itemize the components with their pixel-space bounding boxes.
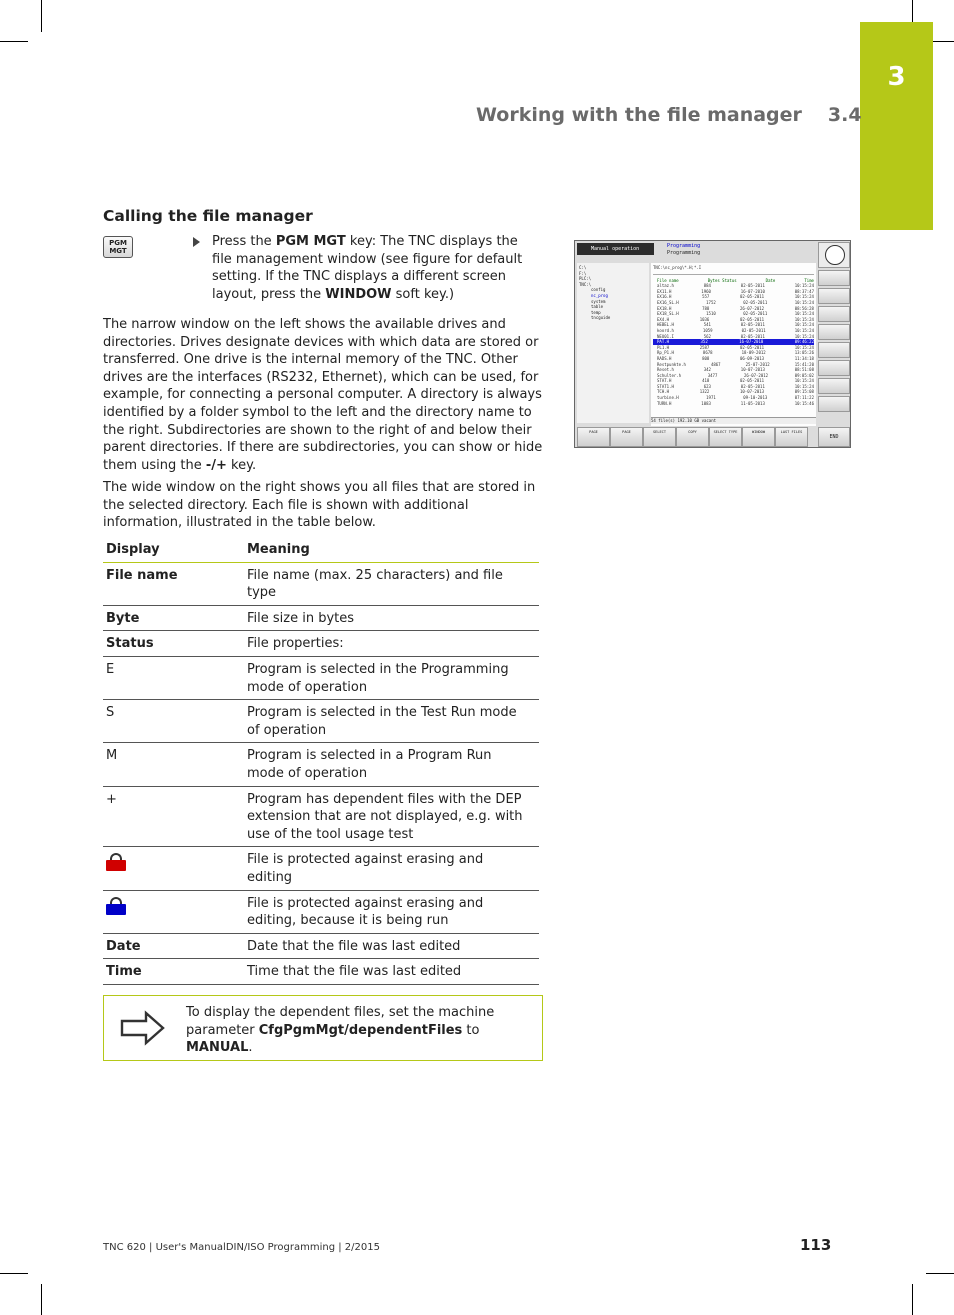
instruction-step: Press the PGM MGT key: The TNC displays the file management window (see figure for default setting. If the TNC displays a different screen layout, press the WINDOW soft key.) (193, 233, 528, 303)
file-row: koord.h 1059 02-05-2011 10:15:24 (657, 327, 814, 333)
softkey-select: SELECT (643, 427, 676, 447)
key-name: PGM MGT (275, 234, 346, 249)
softkey-right (818, 396, 850, 412)
table-row: File is protected against erasing and editing (103, 847, 539, 890)
arrow-right-icon (120, 1010, 166, 1046)
directory-tree (577, 263, 649, 423)
tree-item: C:\ (579, 265, 587, 270)
softkey-end: END (818, 427, 850, 447)
table-row: S Program is selected in the Test Run mode of operation (103, 700, 539, 743)
crop-mark (926, 1273, 954, 1274)
softkey-window: WINDOW (742, 427, 775, 447)
file-row: TURN.H 1083 11-05-2013 10:15:46 (657, 400, 814, 406)
note-box (103, 995, 543, 1061)
file-row: RADS.H 808 06-09-2013 11:34:18 (657, 355, 814, 361)
table-row: File is protected against erasing and editing, because it is being run (103, 891, 539, 934)
tree-item: PLC:\ (579, 276, 592, 282)
tree-item: table (591, 304, 604, 310)
softkey-right (818, 342, 850, 358)
file-row: PL1.H 2587 02-05-2011 10:15:24 (657, 344, 814, 350)
tree-item: nc_prog (591, 292, 608, 298)
display-meaning-table (103, 537, 539, 985)
current-path: TNC:\nc_prog\*.H;*.I (653, 265, 814, 275)
crop-mark (912, 1284, 913, 1315)
softkey-last-files: LAST FILES (775, 427, 808, 447)
file-row: EX18.H 788 26-07-2012 08:56:28 (657, 305, 814, 311)
paragraph-files: The wide window on the right shows you all files that are stored in the selected directory. Each file is shown with additional information, illustrated in the table below. (103, 480, 536, 531)
note-text: To display the dependent files, set the machine parameter CfgPgmMgt/dependentFiles to MANUAL. (186, 1005, 495, 1056)
softkey-right (818, 270, 850, 286)
softkey-copy: COPY (676, 427, 709, 447)
file-row: EX16_SL.H 1752 02-05-2011 10:15:24 (657, 299, 814, 305)
file-row: EX16.H 557 02-05-2011 10:15:24 (657, 294, 814, 300)
table-row: + Program has dependent files with the DEP extension that are not displayed, e.g. with use of the tool usage test (103, 787, 539, 848)
crop-mark (912, 0, 913, 22)
crop-mark (0, 41, 28, 42)
tree-item: temp (591, 309, 601, 315)
table-row: File name File name (max. 25 characters) and file type (103, 563, 539, 606)
table-row: Byte File size in bytes (103, 606, 539, 632)
tree-item: TNC:\ (579, 281, 592, 287)
softkey-right (818, 288, 850, 304)
softkey-select-type: SELECT TYPE (709, 427, 742, 447)
chapter-tab (860, 22, 933, 230)
softkey-right (818, 378, 850, 394)
bullet-triangle-icon (193, 237, 200, 247)
file-row: Reset.h 342 10-07-2013 08:51:08 (657, 367, 814, 373)
file-row: altaz.h 884 02-05-2011 10:15:24 (657, 283, 814, 289)
tree-item: tncguide (591, 315, 611, 321)
footer-text: TNC 620 | User's ManualDIN/ISO Programming | 2/2015 (103, 1242, 380, 1253)
file-row: Restpunkte.h 4867 25-07-2012 15:41:20 (657, 361, 814, 367)
file-list-header: File name Bytes Status Date Time (657, 277, 814, 283)
tree-item: F:\ (579, 270, 587, 276)
file-row: EX18_SL.H 1510 02-05-2011 10:15:24 (657, 311, 814, 317)
table-row: Status File properties: (103, 631, 539, 657)
file-row: EX11.H 1960 16-07-2010 08:37:47 (657, 288, 814, 294)
page-number: 113 (800, 1236, 832, 1254)
file-list-footer: 54 file(s) 192.10 GB vacant (651, 417, 816, 424)
file-row: Schulter.h 3477 26-07-2012 09:05:02 (657, 372, 814, 378)
table-row: M Program is selected in a Program Run mode of operation (103, 743, 539, 786)
pgm-mgt-key-icon: PGM MGT (103, 236, 133, 258)
file-manager-screenshot (574, 240, 851, 448)
header-section: 3.4 (827, 104, 862, 126)
crop-mark (41, 1284, 42, 1315)
file-row: Rp_P1.H 8678 18-09-2012 13:05:26 (657, 350, 814, 356)
file-row: HEBEL.H 541 02-05-2011 10:15:24 (657, 322, 814, 328)
table-row: Date Date that the file was last edited (103, 934, 539, 960)
header-title: Working with the file manager (476, 104, 802, 126)
file-row: NEU01.I 562 02-05-2011 10:15:24 (657, 333, 814, 339)
mode-manual-operation: Manual operation (577, 243, 654, 255)
file-row: EX4.H 1036 02-05-2011 10:15:24 (657, 316, 814, 322)
softkey-right (818, 360, 850, 376)
tree-item: system (591, 298, 606, 304)
section-title: Calling the file manager (103, 207, 313, 225)
blue-lock-icon (106, 897, 126, 915)
mode-programming: Programming Programming (667, 243, 701, 256)
file-row: TCH.H 1322 10-07-2013 09:15:08 (657, 389, 814, 395)
crop-mark (0, 1273, 28, 1274)
running-header (476, 104, 862, 126)
table-row: Time Time that the file was last edited (103, 959, 539, 985)
paragraph-drives: The narrow window on the left shows the available drives and directories. Drives designate devices with which data are stored or transferred. One drive is the internal memory of the TNC. Other drives are the interfaces (RS232, Ethernet), which can be used, for example, for connecting a personal computer. A directory is always identified by a folder symbol to the left and the directory name to the right. Subdirectories are shown to the right of and below their parent directories. If there are subdirectories, you can show or hide them using the -/+ key. (103, 317, 543, 473)
clock-icon (818, 242, 850, 268)
softkey-name: WINDOW (325, 286, 392, 302)
softkey-right (818, 306, 850, 322)
softkey-page-up: PAGE (577, 427, 610, 447)
tree-item: config (591, 287, 606, 293)
table-header: Display Meaning (103, 537, 539, 563)
softkey-right (818, 324, 850, 340)
table-row: E Program is selected in the Programming mode of operation (103, 657, 539, 700)
crop-mark (41, 0, 42, 32)
softkey-page-down: PAGE (610, 427, 643, 447)
file-row: STAT.H 418 02-05-2011 10:15:24 (657, 378, 814, 384)
file-row: turbine.H 1971 09-10-2013 07:11:22 (657, 395, 814, 401)
red-lock-icon (106, 853, 126, 871)
file-row: STAT1.H 623 02-05-2011 10:15:24 (657, 383, 814, 389)
chapter-number: 3 (887, 62, 906, 92)
file-row: PAT.H 352 16-07-2010 09:46:22 (653, 339, 814, 345)
file-list (651, 263, 816, 426)
